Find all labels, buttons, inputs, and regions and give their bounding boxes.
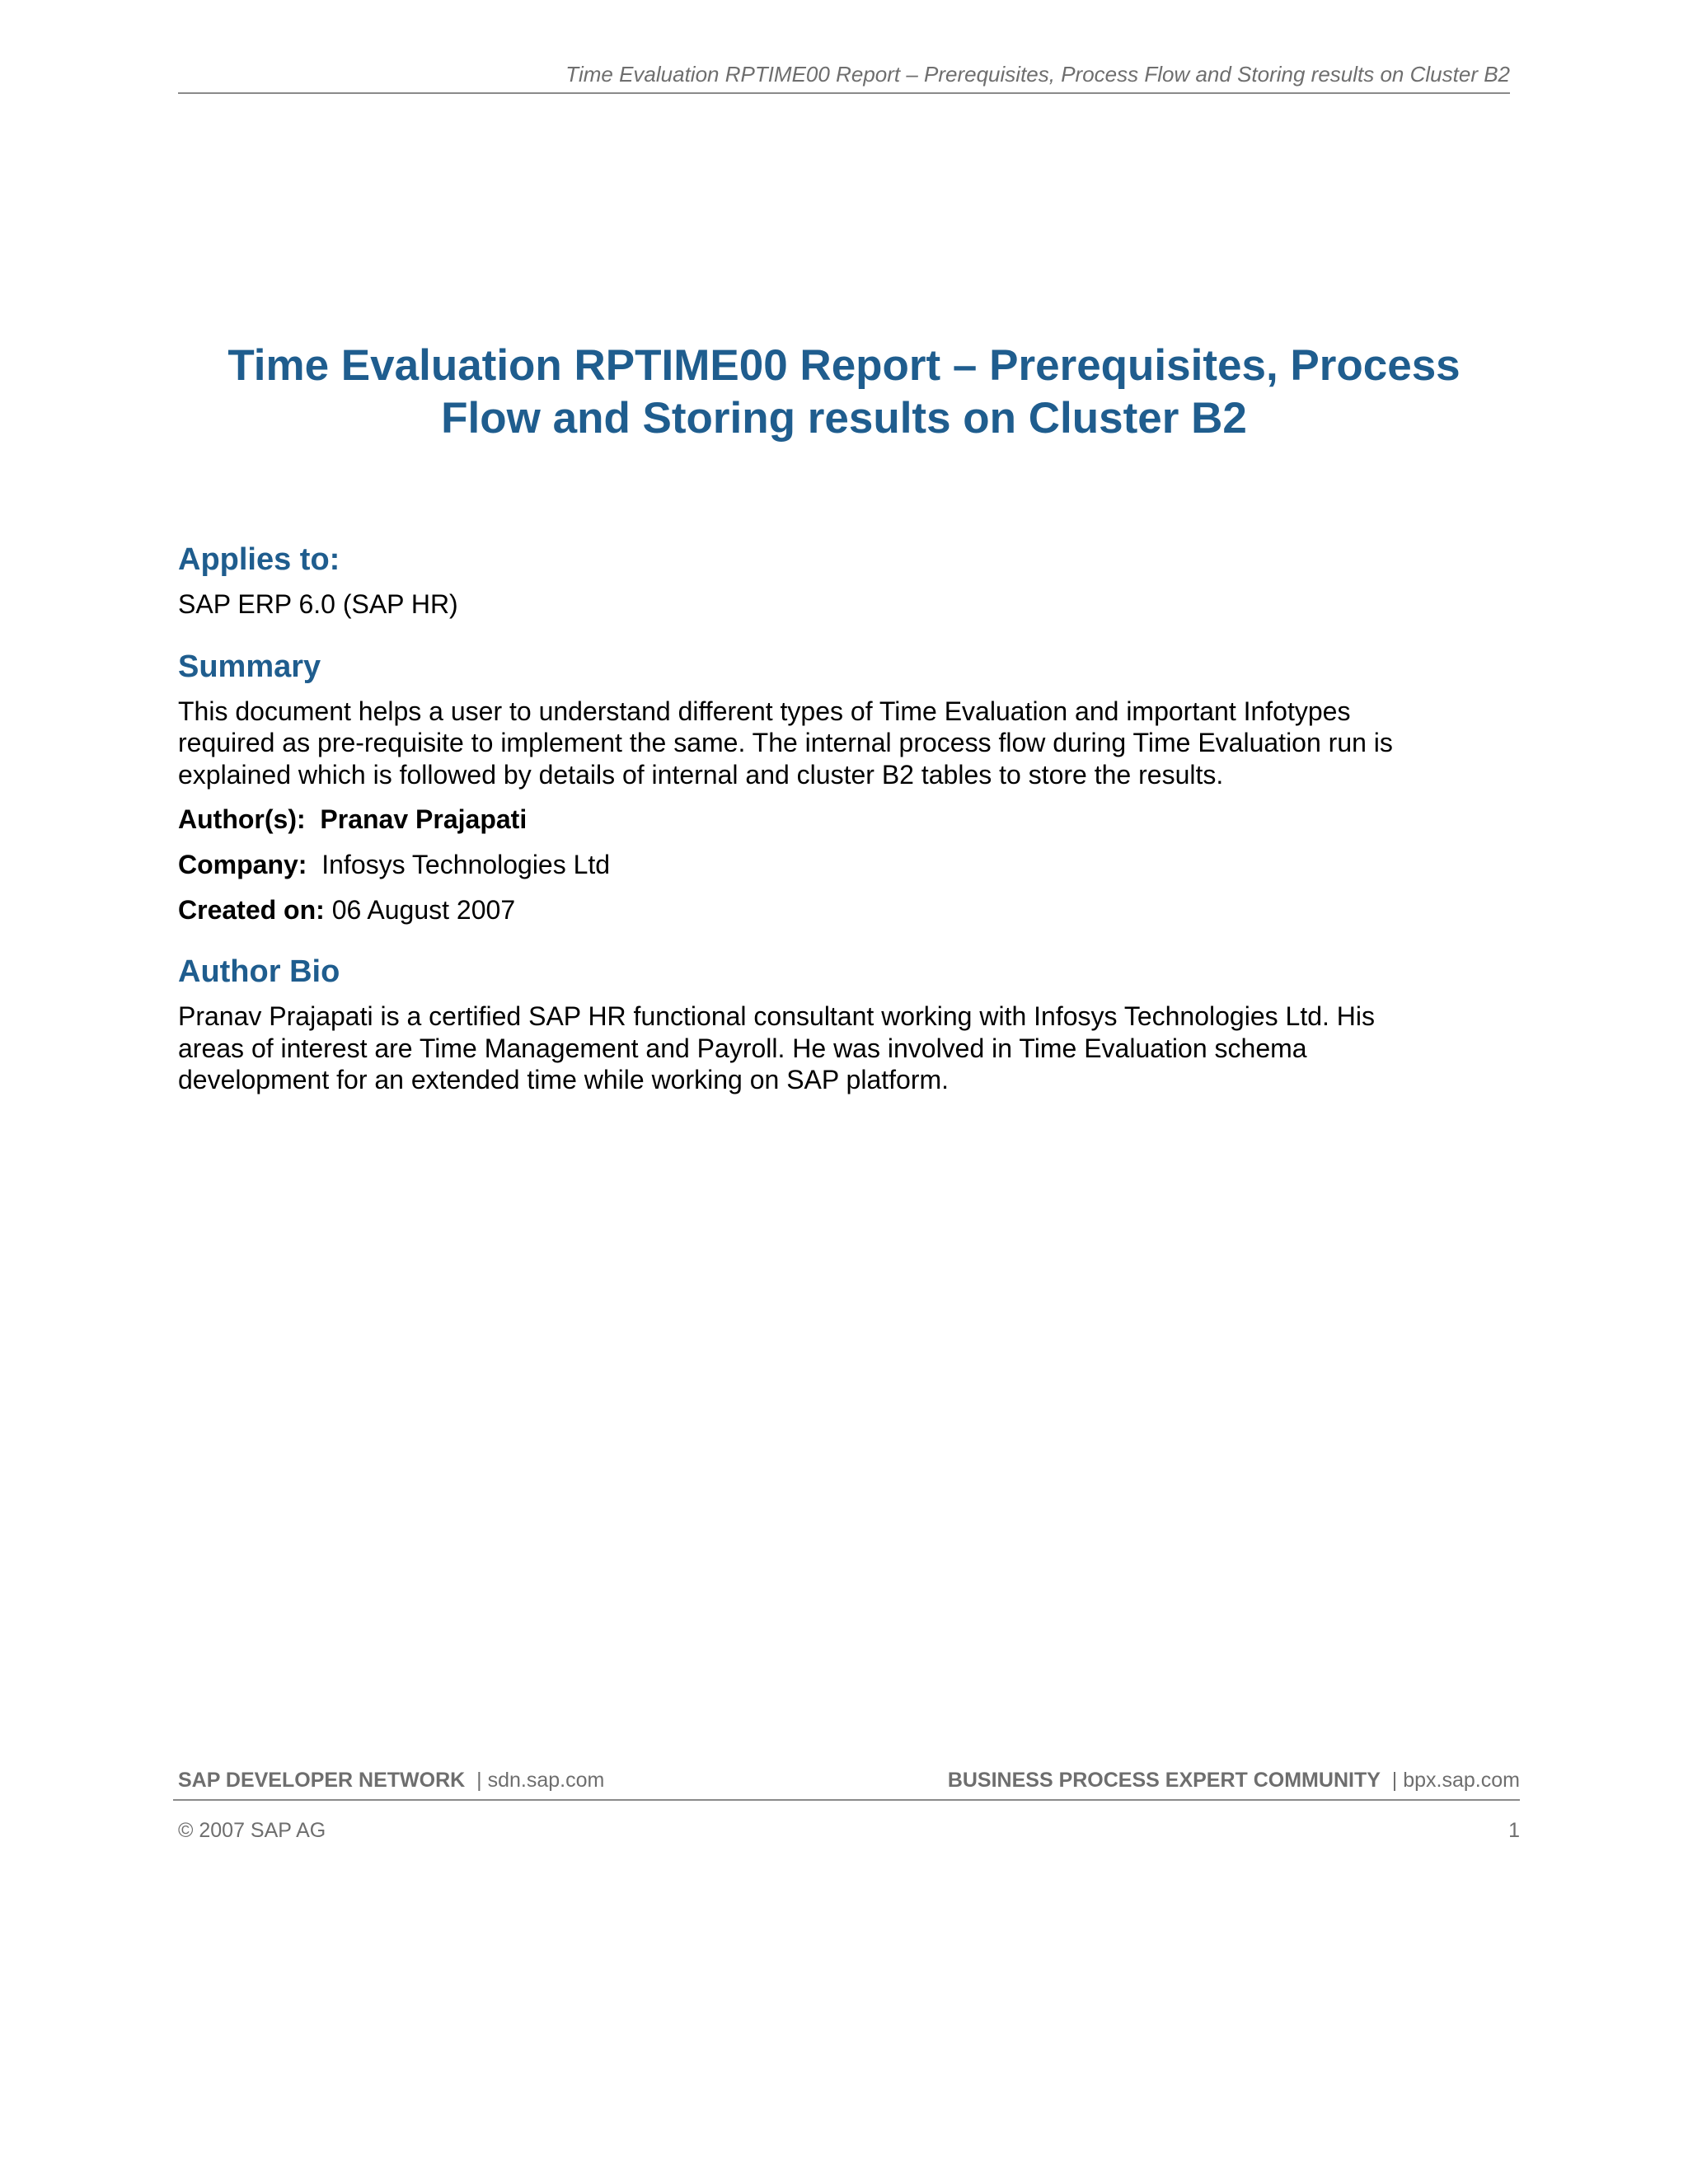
running-header: Time Evaluation RPTIME00 Report – Prerequisites, Process Flow and Storing results on Cluster B2 bbox=[565, 62, 1510, 87]
author-bio-line: Pranav Prajapati is a certified SAP HR functional consultant working with Infosys Technologies Ltd. His bbox=[178, 1001, 1375, 1031]
footer-separator: | bbox=[476, 1769, 482, 1792]
author-name: Pranav Prajapati bbox=[320, 804, 528, 834]
copyright: © 2007 SAP AG bbox=[178, 1819, 326, 1842]
footer-sdn-label: SAP DEVELOPER NETWORK bbox=[178, 1769, 466, 1792]
summary-line: explained which is followed by details of internal and cluster B2 tables to store the results. bbox=[178, 759, 1224, 790]
summary-section bbox=[178, 648, 1510, 926]
document-title-line-2: Flow and Storing results on Cluster B2 bbox=[441, 394, 1247, 443]
summary-heading: Summary bbox=[178, 649, 321, 684]
created-label: Created on: bbox=[178, 895, 325, 925]
summary-line: This document helps a user to understand different types of Time Evaluation and important Infotypes bbox=[178, 696, 1351, 726]
footer-separator: | bbox=[1391, 1769, 1398, 1792]
created-date: 06 August 2007 bbox=[331, 895, 516, 925]
applies-to-section bbox=[178, 541, 1510, 621]
document-content bbox=[178, 541, 1510, 1096]
author-line bbox=[178, 804, 1510, 835]
summary-paragraph bbox=[178, 696, 1510, 791]
author-bio-heading: Author Bio bbox=[178, 954, 340, 989]
document-title-line-1: Time Evaluation RPTIME00 Report – Prerequisites, Process bbox=[227, 341, 1461, 390]
applies-to-heading: Applies to: bbox=[178, 542, 340, 577]
page-number: 1 bbox=[1508, 1819, 1520, 1842]
summary-line: required as pre-requisite to implement the same. The internal process flow during Time Evaluation run is bbox=[178, 728, 1393, 757]
header-rule bbox=[178, 92, 1510, 94]
author-bio-line: development for an extended time while working on SAP platform. bbox=[178, 1065, 950, 1094]
footer-bpx-label: BUSINESS PROCESS EXPERT COMMUNITY bbox=[947, 1769, 1381, 1792]
author-bio-paragraph bbox=[178, 1001, 1510, 1096]
page-footer bbox=[178, 1765, 1520, 1795]
author-bio-section bbox=[178, 953, 1510, 1096]
footer-bpx-link[interactable]: bpx.sap.com bbox=[1403, 1769, 1520, 1792]
footer-rule bbox=[173, 1799, 1520, 1801]
created-line bbox=[178, 894, 1510, 926]
company-name: Infosys Technologies Ltd bbox=[321, 850, 611, 879]
footer-bpx bbox=[948, 1765, 1520, 1795]
author-bio-line: areas of interest are Time Management and Payroll. He was involved in Time Evaluation schema bbox=[178, 1033, 1307, 1063]
applies-to-text: SAP ERP 6.0 (SAP HR) bbox=[178, 589, 458, 619]
footer-sdn bbox=[178, 1765, 604, 1795]
company-label: Company: bbox=[178, 850, 307, 879]
company-line bbox=[178, 849, 1510, 880]
author-label: Author(s): bbox=[178, 804, 306, 834]
document-title bbox=[178, 340, 1510, 445]
footer-sdn-link[interactable]: sdn.sap.com bbox=[487, 1769, 605, 1792]
